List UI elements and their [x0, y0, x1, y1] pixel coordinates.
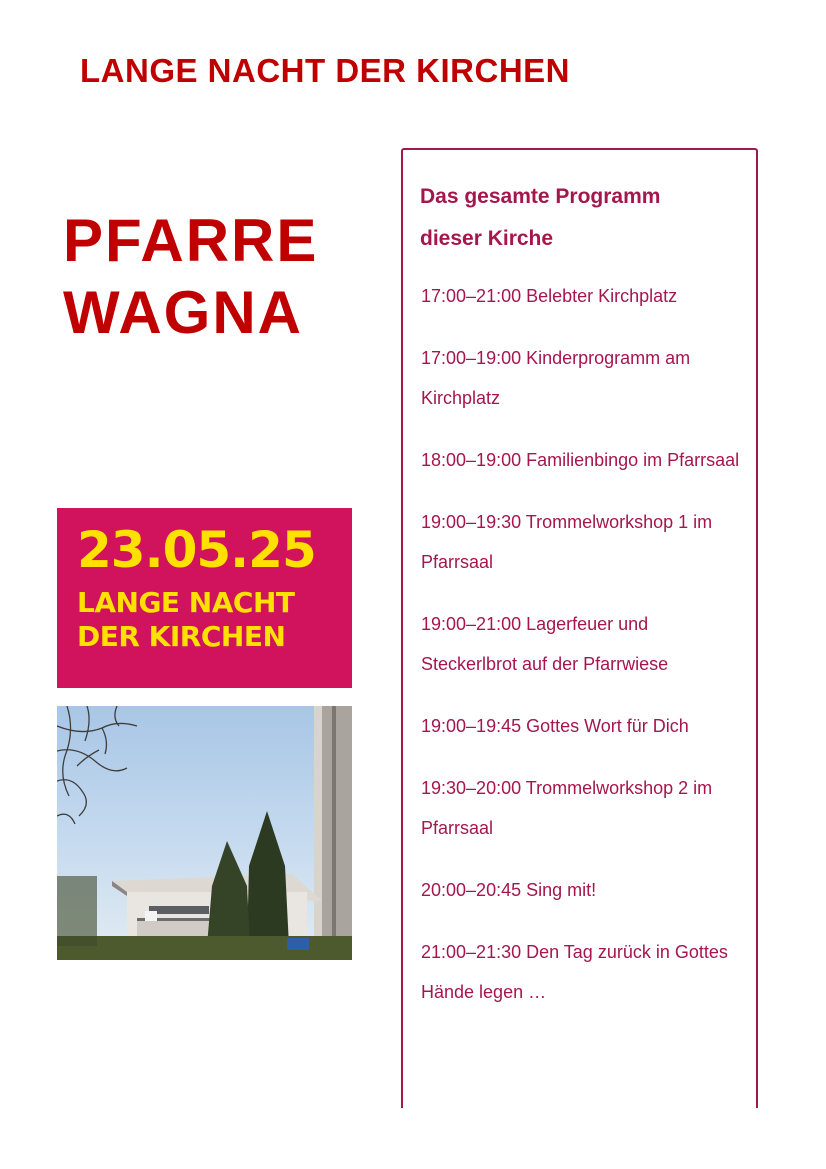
program-item-line-1: 19:00–19:30 Trommelworkshop 1 im: [421, 512, 713, 532]
program-list: [421, 276, 746, 1034]
program-item-line-1: 21:00–21:30 Den Tag zurück in Gottes: [421, 942, 728, 962]
program-item-line-2: Pfarrsaal: [421, 552, 494, 572]
program-item: [421, 502, 746, 582]
banner-title-line-2: DER KIRCHEN: [77, 620, 286, 653]
parish-name-line-2: WAGNA: [63, 279, 303, 346]
program-item-line-1: 17:00–21:00 Belebter Kirchplatz: [421, 286, 678, 306]
program-item: [421, 870, 746, 910]
program-item-line-2: Pfarrsaal: [421, 818, 494, 838]
program-item: [421, 338, 746, 418]
program-item: [421, 768, 746, 848]
program-item-line-1: 19:30–20:00 Trommelworkshop 2 im: [421, 778, 713, 798]
page-title: LANGE NACHT DER KIRCHEN: [80, 52, 570, 89]
program-item-line-2: Kirchplatz: [421, 388, 501, 408]
program-item: [421, 932, 746, 1012]
program-item: [421, 440, 746, 480]
program-item: [421, 276, 746, 316]
program-item: [421, 706, 746, 746]
program-item-line-2: Steckerlbrot auf der Pfarrwiese: [421, 654, 669, 674]
event-date-banner: [57, 508, 352, 688]
program-heading-line-1: Das gesamte Programm: [420, 185, 661, 208]
program-item-line-1: 18:00–19:00 Familienbingo im Pfarrsaal: [421, 450, 740, 470]
parish-name-line-1: PFARRE: [63, 207, 319, 274]
event-date: 23.05.25: [77, 521, 316, 579]
program-item-line-1: 20:00–20:45 Sing mit!: [421, 880, 597, 900]
program-item-line-1: 19:00–21:00 Lagerfeuer und: [421, 614, 649, 634]
banner-title-line-1: LANGE NACHT: [77, 586, 295, 619]
program-heading-line-2: dieser Kirche: [420, 227, 554, 250]
program-heading: [420, 176, 740, 260]
program-item: [421, 604, 746, 684]
program-item-line-1: 17:00–19:00 Kinderprogramm am: [421, 348, 691, 368]
church-photo: [57, 706, 352, 960]
program-item-line-2: Hände legen …: [421, 982, 547, 1002]
parish-name: [63, 205, 318, 349]
program-item-line-1: 19:00–19:45 Gottes Wort für Dich: [421, 716, 689, 736]
church-photo-illustration: [57, 706, 352, 960]
